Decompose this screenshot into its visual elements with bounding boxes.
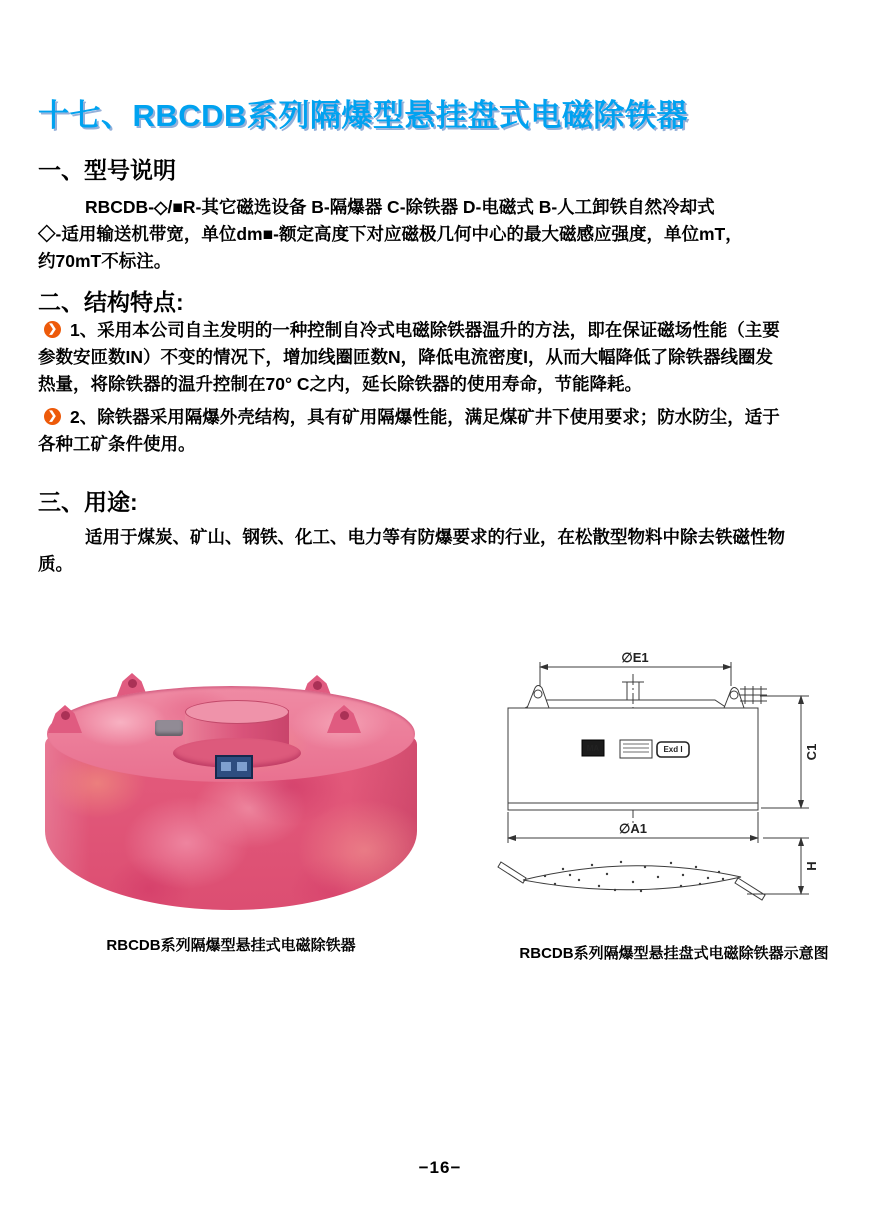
lug-hole (340, 711, 349, 720)
model-description-line: 约70mT不标注。 (38, 251, 172, 271)
section-heading-model: 一、型号说明 (38, 157, 176, 183)
model-description (38, 194, 850, 275)
feature-item-2 (38, 404, 850, 458)
ma-mark-label: MA (586, 744, 600, 753)
page-title: 十七、RBCDB系列隔爆型悬挂盘式电磁除铁器 (38, 98, 688, 133)
lug-hole (61, 711, 70, 720)
product-photo (45, 662, 417, 910)
diagram-svg (495, 648, 855, 938)
dim-label-e1: ∅E1 (621, 650, 649, 665)
feature-line: 2、除铁器采用隔爆外壳结构，具有矿用隔爆性能，满足煤矿井下使用要求；防水防尘，适于 (70, 407, 780, 427)
cable-gland (155, 720, 183, 736)
feature-line: 热量，将除铁器的温升控制在70° C之内，延长除铁器的使用寿命，节能降耗。 (38, 374, 642, 394)
terminal-cap-top (185, 700, 289, 724)
page-number: −16− (418, 1158, 462, 1177)
feature-line: 参数安匝数IN）不变的情况下，增加线圈匝数N，降低电流密度I，从而大幅降低了除铁器线圈发 (38, 347, 773, 367)
section-heading-usage: 三、用途: (38, 489, 138, 515)
exd-mark-label: Exd I (663, 745, 683, 754)
feature-line: 1、采用本公司自主发明的一种控制自冷式电磁除铁器温升的方法，即在保证磁场性能（主要 (70, 320, 780, 340)
model-description-line: RBCDB-◇/■R-其它磁选设备 B-隔爆器 C-除铁器 D-电磁式 B-人工卸铁自然冷却式 (85, 197, 715, 217)
nameplate (215, 755, 253, 779)
feature-item-1 (38, 317, 850, 398)
model-description-line: ◇-适用输送机带宽，单位dm■-额定高度下对应磁极几何中心的最大磁感应强度，单位mT， (38, 224, 743, 244)
section-heading-features: 二、结构特点: (38, 289, 184, 315)
usage-line: 质。 (38, 554, 73, 574)
lug-hole (128, 679, 137, 688)
dimension-diagram (495, 648, 855, 938)
usage-line: 适用于煤炭、矿山、钢铁、化工、电力等有防爆要求的行业，在松散型物料中除去铁磁性物 (85, 527, 785, 547)
usage-text (38, 524, 850, 578)
photo-caption: RBCDB系列隔爆型悬挂式电磁除铁器 (106, 937, 356, 954)
dim-label-h: H (804, 861, 819, 871)
dim-label-c1: C1 (804, 743, 819, 761)
diagram-caption: RBCDB系列隔爆型悬挂盘式电磁除铁器示意图 (519, 945, 829, 962)
lug-hole (313, 681, 322, 690)
arrow-bullet-icon: ❯ (44, 408, 61, 425)
arrow-bullet-icon: ❯ (44, 321, 61, 338)
dim-label-a1: ∅A1 (619, 821, 647, 836)
feature-line: 各种工矿条件使用。 (38, 434, 196, 454)
